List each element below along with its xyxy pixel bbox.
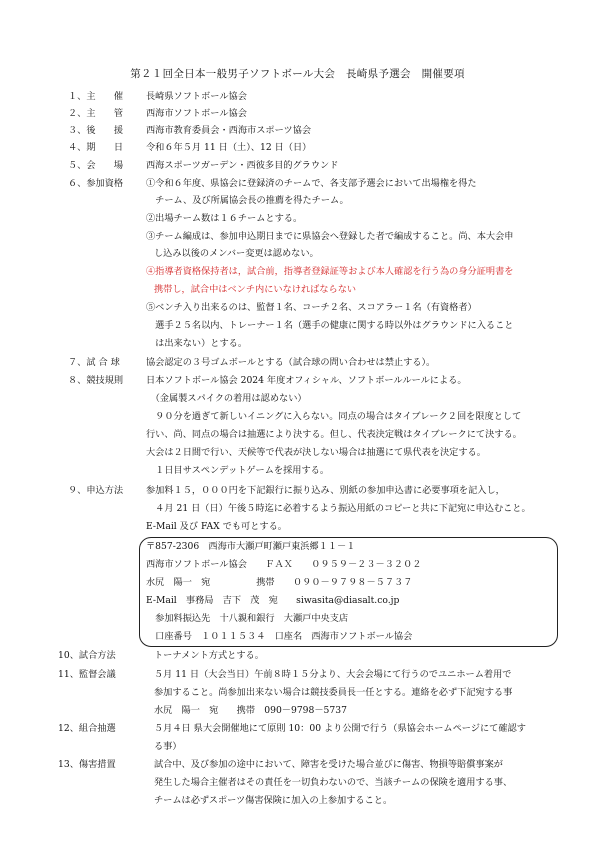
- item6-warning-line: 携帯し，試合中はベンチ内にいなければならない: [154, 284, 357, 295]
- item13-line: 試合中、及び参加の途中において、障害を受けた場合並びに傷害、物損等賠償事案が: [154, 759, 503, 770]
- item8-line: ９０分を過ぎて新しいイニングに入らない。同点の場合はタイブレーク２回を限度として: [146, 411, 522, 422]
- item9-label: ９、申込方法: [68, 485, 124, 496]
- item6-line: 選手２５名以内、トレーナー１名（選手の健康に関する時以外はグラウンドに入ること: [146, 320, 514, 331]
- item5-label: ５、会 場: [68, 160, 124, 171]
- item8-line: 大会は２日間で行い、天候等で代表が決しない場合は抽選にて県代表を決定する。: [146, 447, 486, 458]
- item6-line: は出来ない）とする。: [146, 338, 248, 349]
- item6-label: ６、参加資格: [68, 178, 124, 189]
- item7-value: 協会認定の３号ゴムボールとする（試合球の問い合わせは禁止する）。: [146, 357, 436, 368]
- contact-fax: 西海市ソフトボール協会 ＦＡＸ ０９５９－２３－３２０２: [146, 559, 422, 570]
- item3-label: ３、後 援: [68, 125, 124, 136]
- item6-line: ①令和６年度、県協会に登録済のチームで、各支部予選会において出場権を得た: [146, 178, 477, 189]
- item10-value: トーナメント方式とする。: [154, 650, 264, 661]
- item8-line: 行い、尚、同点の場合は抽選により決する。但し、代表決定戦はタイブレークにて決する。: [146, 429, 522, 440]
- contact-mobile: 水尻 陽一 宛 携帯 ０９０－９７９８－５７３７: [146, 577, 413, 588]
- item9-line: E-Mail 及び FAX でも可とする。: [146, 521, 287, 532]
- item6-line: ⑤ベンチ入り出来るのは、監督１名、コーチ２名、スコアラー１名（有資格者）: [146, 302, 477, 313]
- item8-line: 日本ソフトボール協会 2024 年度オフィシャル、ソフトボールルールによる。: [146, 375, 467, 386]
- document-title: 第２１回全日本一般男子ソフトボール大会 長崎県予選会 開催要項: [130, 68, 465, 80]
- contact-address: 〒857-2306 西海市大瀬戸町瀬戸東浜郷１１－１: [146, 541, 356, 552]
- item7-label: ７、試 合 球: [68, 357, 120, 368]
- item6-warning-line: ④指導者資格保持者は，試合前，指導者登録証等および本人確認を行う為の身分証明書を: [146, 266, 514, 277]
- item9-line: ４月 21 日（日）午後５時迄に必着するよう振込用紙のコピーと共に下記宛に申込むこと。: [146, 503, 531, 514]
- item10-label: 10、試合方法: [58, 650, 116, 661]
- item6-line: ③チーム編成は、参加申込期日までに県協会へ登録した者で編成すること。尚、本大会申: [146, 231, 514, 242]
- item11-line: 参加すること。尚参加出来ない場合は競技委員長一任とする。連絡を必ず下記宛する事: [154, 687, 513, 698]
- item8-line: １日目サスペンデットゲームを採用する。: [146, 465, 330, 476]
- item2-value: 西海市ソフトボール協会: [146, 108, 247, 119]
- item8-label: ８、競技規則: [68, 375, 124, 386]
- item13-line: チームは必ずスポーツ傷害保険に加入の上参加すること。: [154, 795, 393, 806]
- item13-label: 13、傷害措置: [58, 759, 116, 770]
- contact-email: E-Mail 事務局 吉下 茂 宛 siwasita@diasalt.co.jp: [146, 595, 400, 606]
- item13-line: 発生した場合主催者はその責任を一切負わないので、当該チームの保険を適用する事、: [154, 777, 513, 788]
- item1-label: １、主 催: [68, 91, 124, 102]
- item9-line: 参加料１５，０００円を下記銀行に振り込み、別紙の参加申込書に必要事項を記入し，: [146, 485, 505, 496]
- item6-line: ②出場チーム数は１６チームとする。: [146, 213, 303, 224]
- item12-line: ５月４日 県大会開催地にて原則 10：00 より公開で行う（県協会ホームページにて確認す: [154, 723, 526, 734]
- item2-label: ２、主 管: [68, 108, 124, 119]
- item12-line: る事）: [154, 741, 182, 752]
- contact-bank: 参加料振込先 十八親和銀行 大瀬戸中央支店: [146, 613, 349, 624]
- item3-value: 西海市教育委員会・西海市スポーツ協会: [146, 125, 312, 136]
- contact-account: 口座番号 １０１１５３４ 口座名 西海市ソフトボール協会: [146, 631, 413, 642]
- item12-label: 12、組合抽選: [58, 723, 116, 734]
- item11-line: 水尻 陽一 宛 携帯 090－9798－5737: [154, 705, 347, 716]
- item6-line: チーム、及び所属協会長の推薦を得たチーム。: [146, 195, 349, 206]
- item1-value: 長崎県ソフトボール協会: [146, 91, 247, 102]
- item4-value: 令和６年５月 11 日（土）、12 日（日）: [146, 142, 312, 153]
- item4-label: ４、期 日: [68, 142, 124, 153]
- item6-line: し込み以後のメンバー変更は認めない。: [154, 248, 319, 259]
- item11-line: ５月 11 日（大会当日）午前８時１５分より、大会会場にて行うのでユニホーム着用で: [154, 669, 512, 680]
- item11-label: 11、監督会議: [58, 669, 116, 680]
- item5-value: 西海スポーツガーデン・西彼多目的グラウンド: [146, 160, 339, 171]
- item8-line: （金属製スパイクの着用は認めない）: [146, 393, 307, 404]
